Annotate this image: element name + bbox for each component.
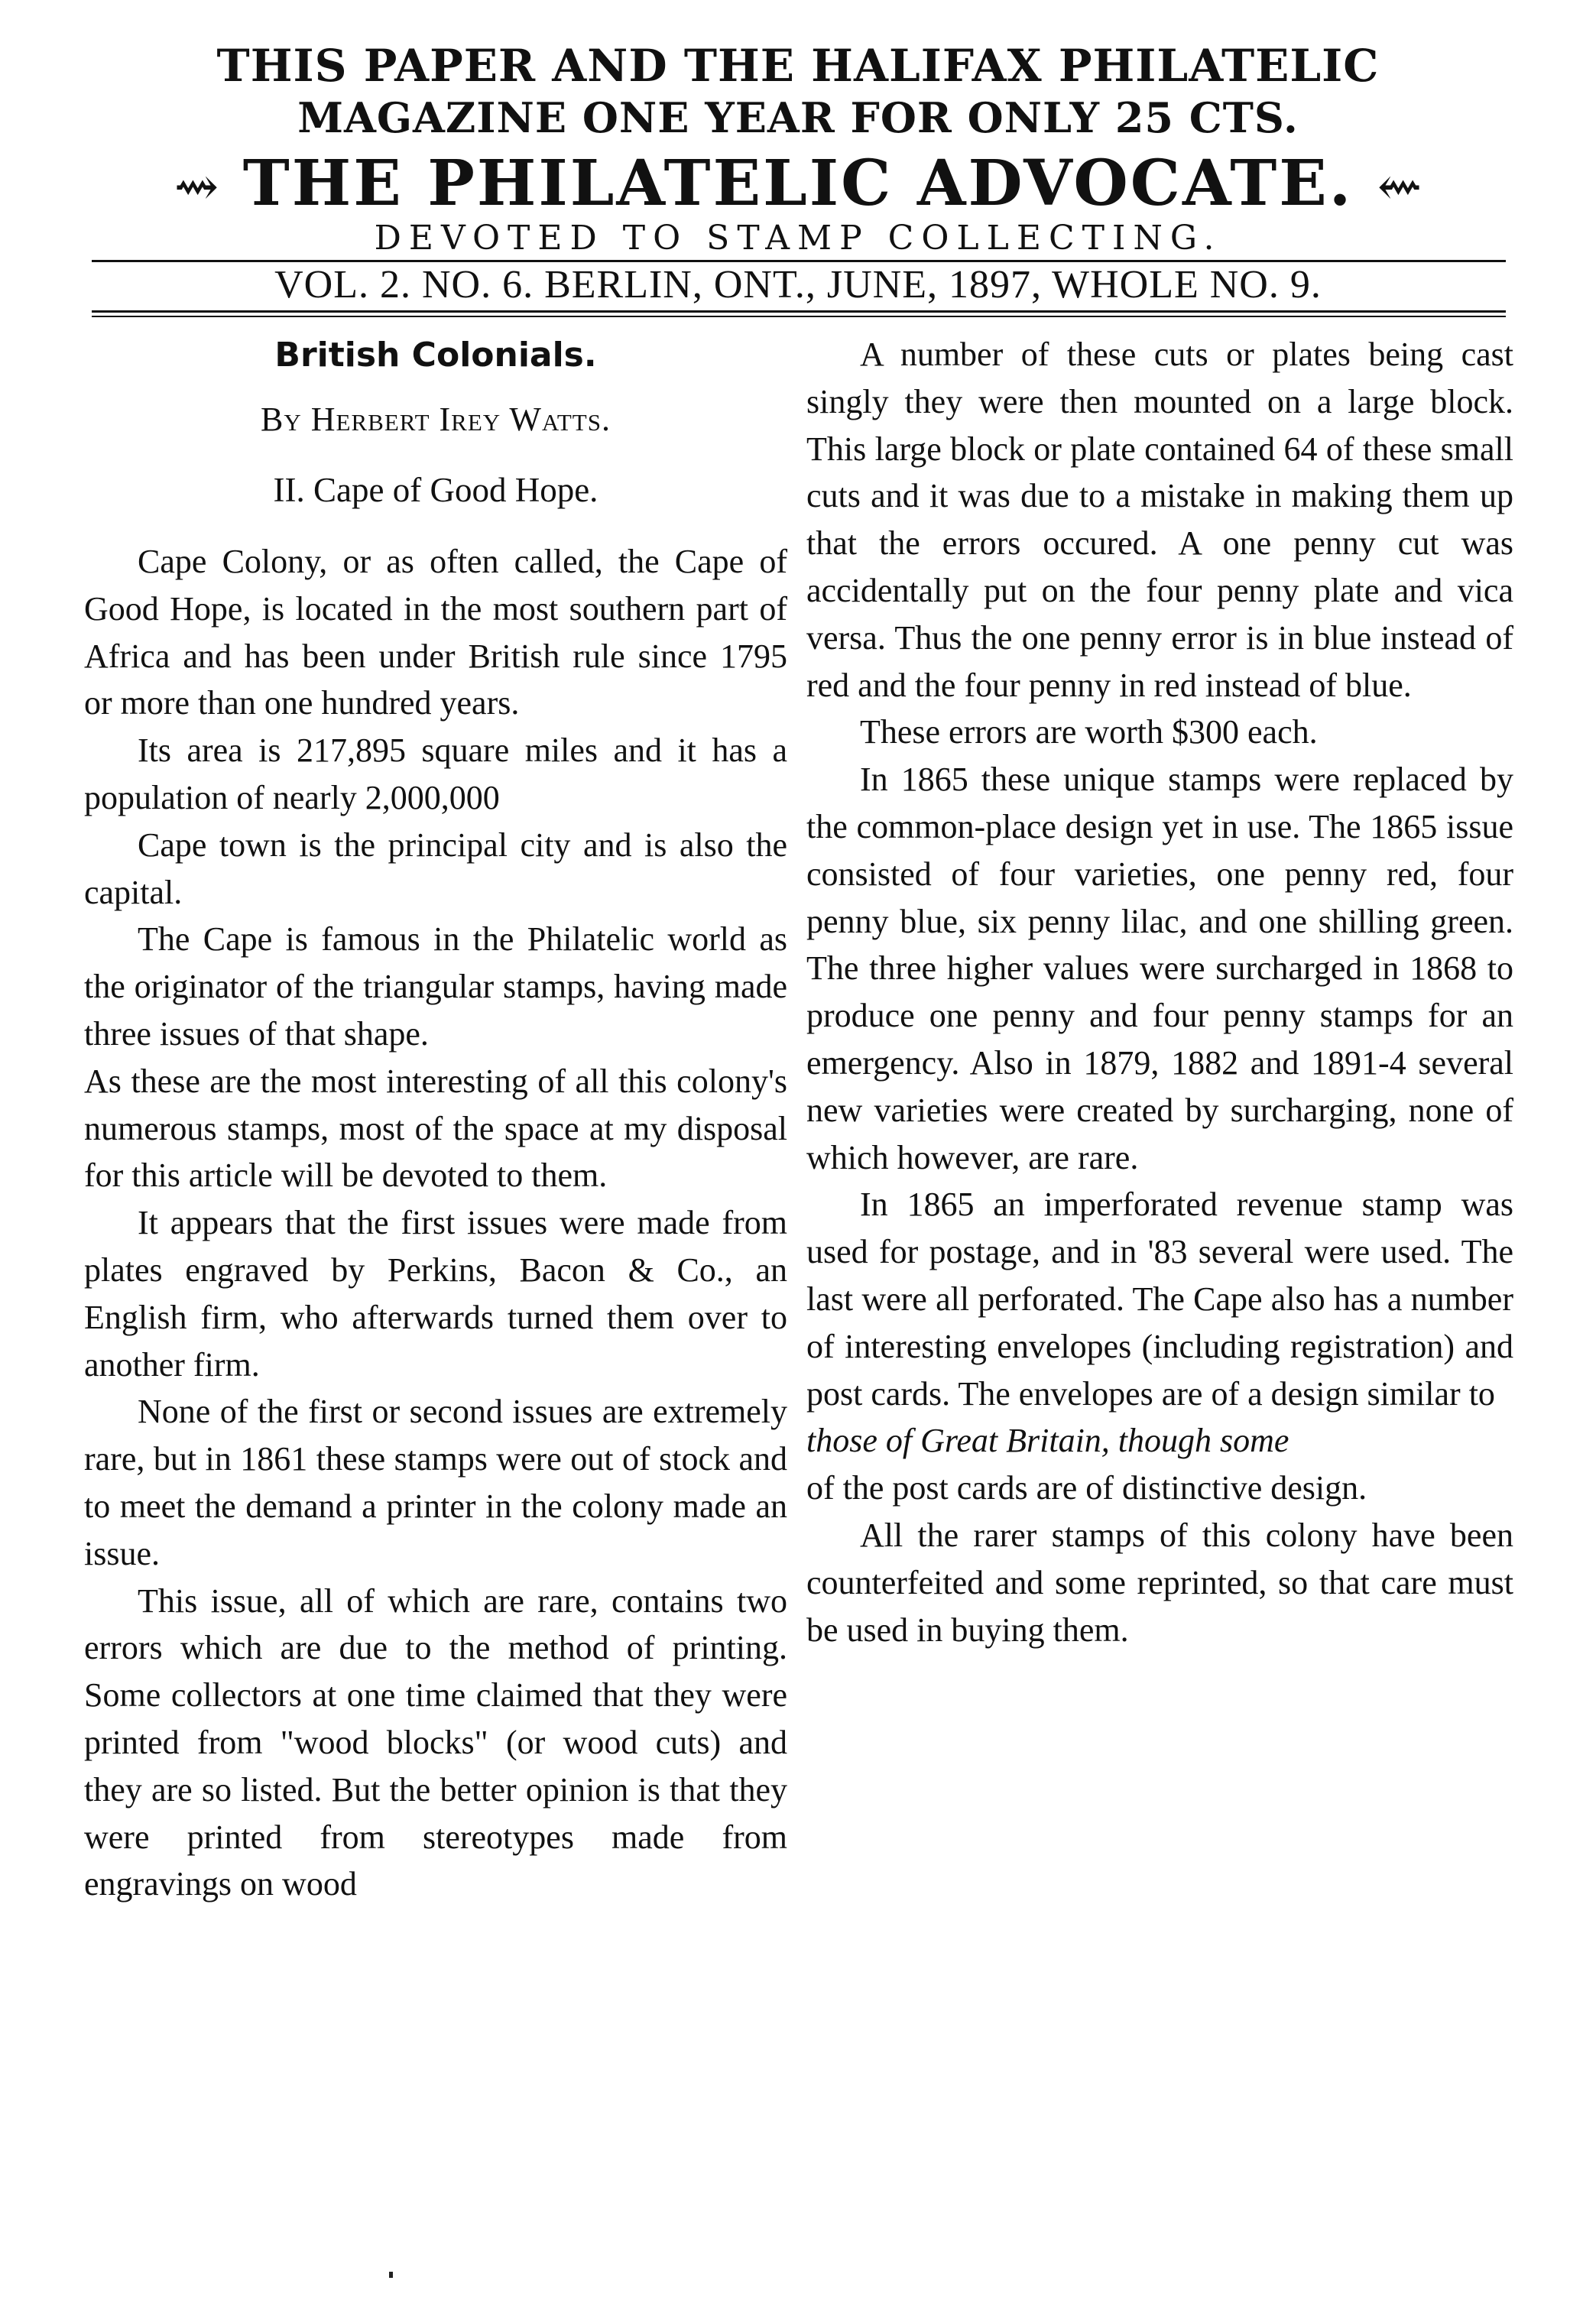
article-byline: By Herbert Irey Watts. xyxy=(261,401,611,438)
subscription-banner-line-1: THIS PAPER AND THE HALIFAX PHILATELIC xyxy=(216,40,1380,92)
right-ornament-icon: ⇜ xyxy=(1377,155,1422,218)
paragraph: Cape Colony, or as often called, the Cape of Good Hope, is located in the most southern part of Africa and has been under British rule since 1795 or more than one hundred years. xyxy=(84,543,787,722)
masthead-title: THE PHILATELIC ADVOCATE. xyxy=(242,147,1354,220)
left-column xyxy=(84,329,787,1908)
paragraph: Its area is 217,895 square miles and it has a population of nearly 2,000,000 xyxy=(84,732,787,816)
paragraph: These errors are worth $300 each. xyxy=(860,713,1318,751)
subscription-banner-line-2: MAGAZINE ONE YEAR FOR ONLY 25 CTS. xyxy=(297,93,1299,142)
double-rule-lower xyxy=(92,316,1506,317)
paragraph: The Cape is famous in the Philatelic world as the originator of the triangular stamps, having made three issues of that shape. xyxy=(84,920,787,1053)
paragraph: In 1865 these unique stamps were replaced by the common-place design yet in use. The 1865 issue consisted of four varieties, one penny red, four penny blue, six penny lilac, and one shilling green. The three higher values were surcharged in 1868 to produce one penny and four penny stamps for an emergency. Also in 1879, 1882 and 1891-4 several new varieties were created by surcharging, none of which however, are rare. xyxy=(806,761,1513,1176)
paragraph: None of the first or second issues are extremely rare, but in 1861 these stamps were out of stock and to meet the demand a printer in the colony made an issue. xyxy=(84,1393,787,1572)
article-title: British Colonials. xyxy=(274,336,597,375)
paragraph: of the post cards are of distinctive design. xyxy=(806,1469,1367,1507)
masthead-tagline: DEVOTED TO STAMP COLLECTING. xyxy=(374,219,1222,258)
issue-line: VOL. 2. NO. 6. BERLIN, ONT., JUNE, 1897, WHOLE NO. 9. xyxy=(274,263,1322,307)
paragraph: Cape town is the principal city and is also the capital. xyxy=(84,826,787,911)
paragraph: This issue, all of which are rare, contains two errors which are due to the method of printing. Some collectors at one time claimed that they were printed from "wood blocks" (or wood cuts) and they are so listed. But the better opinion is that they were printed from stereotypes made from engravings on wood xyxy=(84,1581,787,1903)
ink-speck xyxy=(389,2272,393,2278)
double-rule-upper xyxy=(92,310,1506,313)
paragraph: In 1865 an imperforated revenue stamp was used for postage, and in '83 several were used. The last were all perforated. The Cape also has a number of interesting envelopes (including registration) and post cards. The envelopes are of a design similar to xyxy=(806,1186,1513,1413)
paragraph: All the rarer stamps of this colony have been counterfeited and some reprinted, so that care must be used in buying them. xyxy=(806,1516,1513,1649)
right-column xyxy=(806,331,1513,1653)
left-ornament-icon: ⇝ xyxy=(174,155,219,218)
paragraph-italic: those of Great Britain, though some xyxy=(806,1422,1289,1460)
paragraph: A number of these cuts or plates being cast singly they were then mounted on a large block. This large block or plate contained 64 of these small cuts and it was due to a mistake in making them up that the errors occured. A one penny cut was accidentally put on the four penny plate and vica versa. Thus the one penny error is in blue instead of red and the four penny in red instead of blue. xyxy=(806,336,1513,704)
paragraph: As these are the most interesting of all this colony's numerous stamps, most of the space at my disposal for this article will be devoted to them. xyxy=(84,1062,787,1195)
article-subtitle: II. Cape of Good Hope. xyxy=(273,471,598,509)
paragraph: It appears that the first issues were made from plates engraved by Perkins, Bacon & Co., an English firm, who afterwards turned them over to another firm. xyxy=(84,1204,787,1384)
masthead xyxy=(0,147,1596,220)
